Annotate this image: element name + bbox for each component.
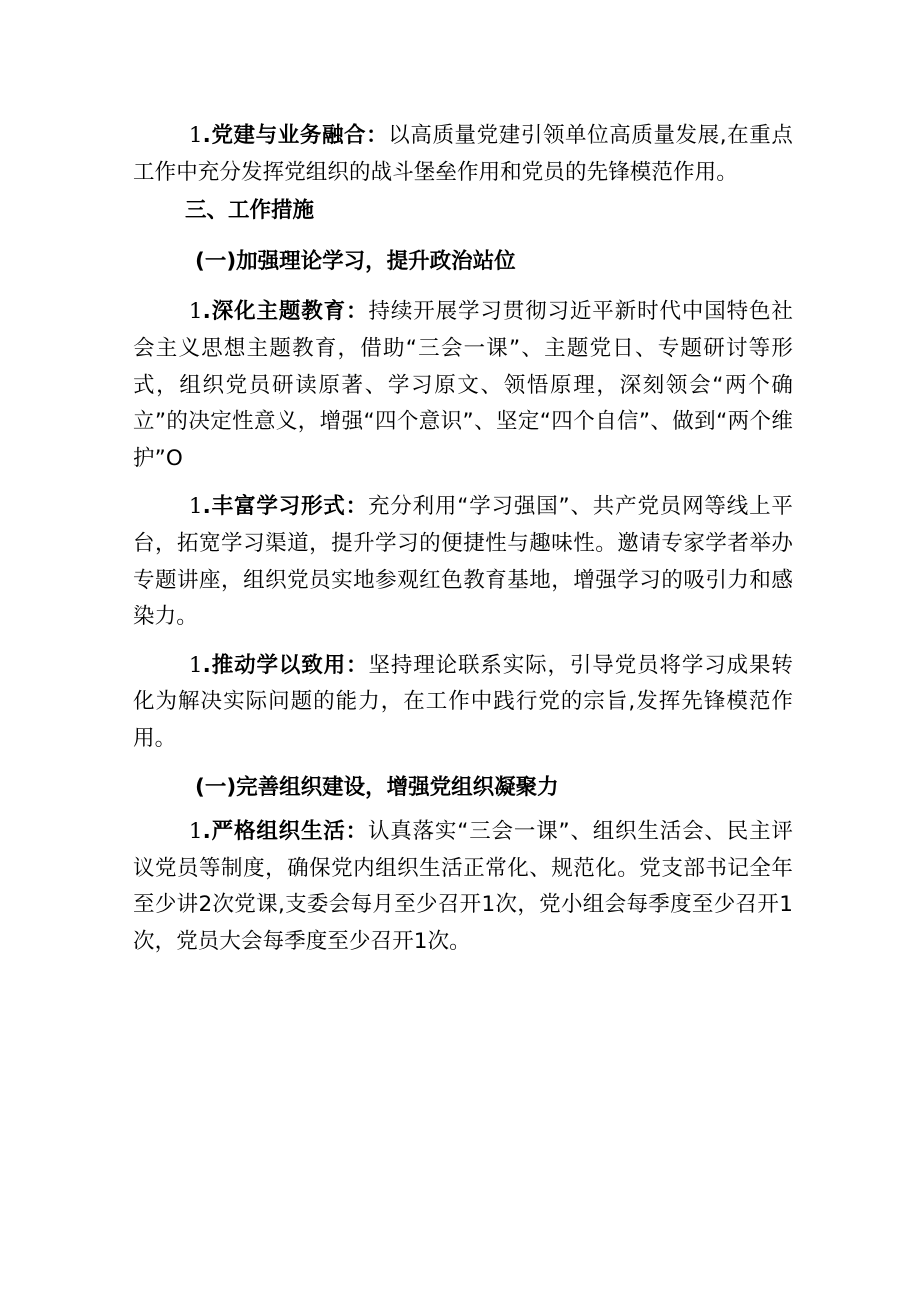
paragraph-party-business-integration bbox=[133, 118, 793, 191]
item-number: 1 bbox=[188, 494, 203, 520]
item-lead: .严格组织生活： bbox=[202, 819, 368, 845]
item-lead: .党建与业务融合： bbox=[202, 123, 389, 148]
subsection-organization-building-heading: (一)完善组织建设，增强党组织凝聚力 bbox=[195, 774, 559, 800]
item-number: 1 bbox=[188, 123, 203, 148]
item-number: 1 bbox=[188, 299, 203, 325]
item-body: 认真落实“三会一课”、组织生活会、民主评议党员等制度，确保党内组织生活正常化、规范化。党支部书记全年至少讲2次党课,支委会每月至少召开1次，党小组会每季度至少召开1次，党员大会每季度至少召开1次。 bbox=[133, 819, 794, 954]
paragraph-enrich-study-forms bbox=[133, 489, 793, 635]
item-body: 坚持理论联系实际，引导党员将学习成果转化为解决实际问题的能力，在工作中践行党的宗旨,发挥先锋模范作用。 bbox=[133, 652, 793, 751]
item-number: 1 bbox=[188, 652, 203, 678]
paragraph-apply-learning bbox=[133, 648, 793, 758]
item-lead: .丰富学习形式： bbox=[202, 494, 368, 520]
paragraph-deepen-theme-education bbox=[133, 294, 793, 477]
item-lead: .推动学以致用： bbox=[202, 652, 369, 678]
paragraph-strict-organization-life bbox=[133, 814, 793, 960]
section-three-heading: 三、工作措施 bbox=[185, 198, 315, 224]
item-body: 充分利用“学习强国”、共产党员网等线上平台，拓宽学习渠道，提升学习的便捷性与趣味性。邀请专家学者举办专题讲座，组织党员实地参观红色教育基地，增强学习的吸引力和感染力。 bbox=[133, 494, 794, 630]
item-body: 以高质量党建引领单位高质量发展,在重点工作中充分发挥党组织的战斗堡垒作用和党员的先锋模范作用。 bbox=[133, 123, 793, 185]
item-number: 1 bbox=[188, 819, 203, 845]
item-lead: .深化主题教育： bbox=[202, 299, 369, 325]
item-body: 持续开展学习贯彻习近平新时代中国特色社会主义思想主题教育，借助“三会一课”、主题党日、专题研讨等形式，组织党员研读原著、学习原文、领悟原理，深刻领会“两个确立”的决定性意义，增强“四个意识”、坚定“四个自信”、做到“两个维护”O bbox=[133, 299, 793, 471]
document-body bbox=[133, 118, 793, 972]
subsection-theory-study-heading: (一)加强理论学习，提升政治站位 bbox=[195, 248, 516, 274]
